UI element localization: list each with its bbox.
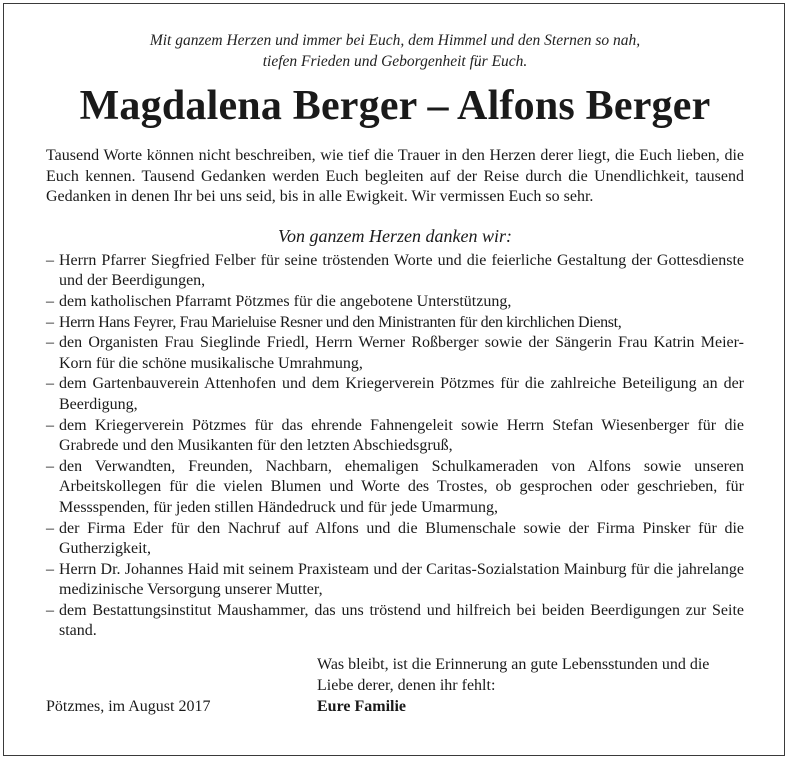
thanks-item-text: dem katholischen Pfarramt Pötzmes für die angebotene Unterstützung, <box>59 292 512 310</box>
motto-line: tiefen Frieden und Geborgenheit für Euch. <box>262 53 528 70</box>
thanks-item <box>46 251 744 292</box>
list-dash: – <box>46 601 54 619</box>
place-and-date: Pötzmes, im August 2017 <box>46 698 211 716</box>
thanks-item <box>46 333 744 374</box>
list-dash: – <box>46 375 54 393</box>
thanks-item <box>46 292 744 313</box>
thanks-item-text: den Verwandten, Freunden, Nachbarn, ehemaligen Schulkameraden von Alfons sowie unseren Arbeitskollegen für die vielen Blumen und Worte des Trostes, ob gesprochen oder geschrieben, für Messspenden, für jeden stillen Händedruck und für jede Umarmung, <box>59 457 744 516</box>
list-dash: – <box>46 292 54 310</box>
thanks-item-text: dem Gartenbauverein Attenhofen und dem Kriegerverein Pötzmes für die zahlreiche Beteiligung an der Beerdigung, <box>59 375 744 413</box>
thanks-item-text: Herrn Pfarrer Siegfried Felber für seine tröstenden Worte und die feierliche Gestaltung der Gottesdienste und der Beerdigungen, <box>59 251 744 290</box>
thanks-item-text: Herrn Hans Feyrer, Frau Marieluise Resner und den Ministranten für den kirchlichen Dienst, <box>59 313 622 331</box>
thanks-item-text: dem Kriegerverein Pötzmes für das ehrende Fahnengeleit sowie Herrn Stefan Wiesenberger für die Grabrede und den Musikanten für den letzten Abschiedsgruß, <box>59 416 744 455</box>
thanks-item-text: Herrn Dr. Johannes Haid mit seinem Praxisteam und der Caritas-Sozialstation Mainburg für die jahrelange medizinische Versorgung unserer Mutter, <box>59 560 744 599</box>
thanks-item-text: den Organisten Frau Sieglinde Friedl, Herrn Werner Roßberger sowie der Sängerin Frau Katrin Meier-Korn für die schöne musikalische Umrahmung, <box>59 334 744 372</box>
list-dash: – <box>46 457 54 475</box>
intro-paragraph: Tausend Worte können nicht beschreiben, wie tief die Trauer in den Herzen derer liegt, die Euch lieben, die Euch kennen. Tausend Gedanken werden Euch begleiten auf der Reise durch die Unendlichkeit, tausend Gedanken in denen Ihr bei uns seid, bis in alle Ewigkeit. Wir vermissen Euch so sehr. <box>46 147 744 206</box>
thanks-item-text: der Firma Eder für den Nachruf auf Alfons und die Blumenschale sowie der Firma Pinsker für die Gutherzigkeit, <box>59 519 744 558</box>
list-dash: – <box>46 519 54 537</box>
closing-section <box>46 655 744 731</box>
deceased-names: Magdalena Berger – Alfons Berger <box>79 83 711 129</box>
list-dash: – <box>46 251 54 269</box>
obituary-notice <box>46 30 744 731</box>
thanks-item <box>46 457 744 519</box>
list-dash: – <box>46 416 54 434</box>
motto-line: Mit ganzem Herzen und immer bei Euch, dem Himmel und den Sternen so nah, <box>149 32 641 49</box>
thanks-item <box>46 313 744 334</box>
thanks-item <box>46 374 744 415</box>
signature: Eure Familie <box>317 698 407 716</box>
motto <box>46 30 744 72</box>
closing-quote: Was bleibt, ist die Erinnerung an gute Lebensstunden und die Liebe derer, denen ihr fehlt: <box>317 656 710 694</box>
list-dash: – <box>46 313 54 331</box>
thanks-list <box>46 251 744 642</box>
thanks-item-text: dem Bestattungsinstitut Maushammer, das uns tröstend und hilfreich bei beiden Beerdigungen zur Seite stand. <box>59 601 744 640</box>
list-dash: – <box>46 334 54 352</box>
thanks-item <box>46 519 744 560</box>
thanks-item <box>46 560 744 601</box>
thanks-item <box>46 601 744 642</box>
thanks-item <box>46 416 744 457</box>
list-dash: – <box>46 560 54 578</box>
thanks-heading: Von ganzem Herzen danken wir: <box>278 225 512 246</box>
